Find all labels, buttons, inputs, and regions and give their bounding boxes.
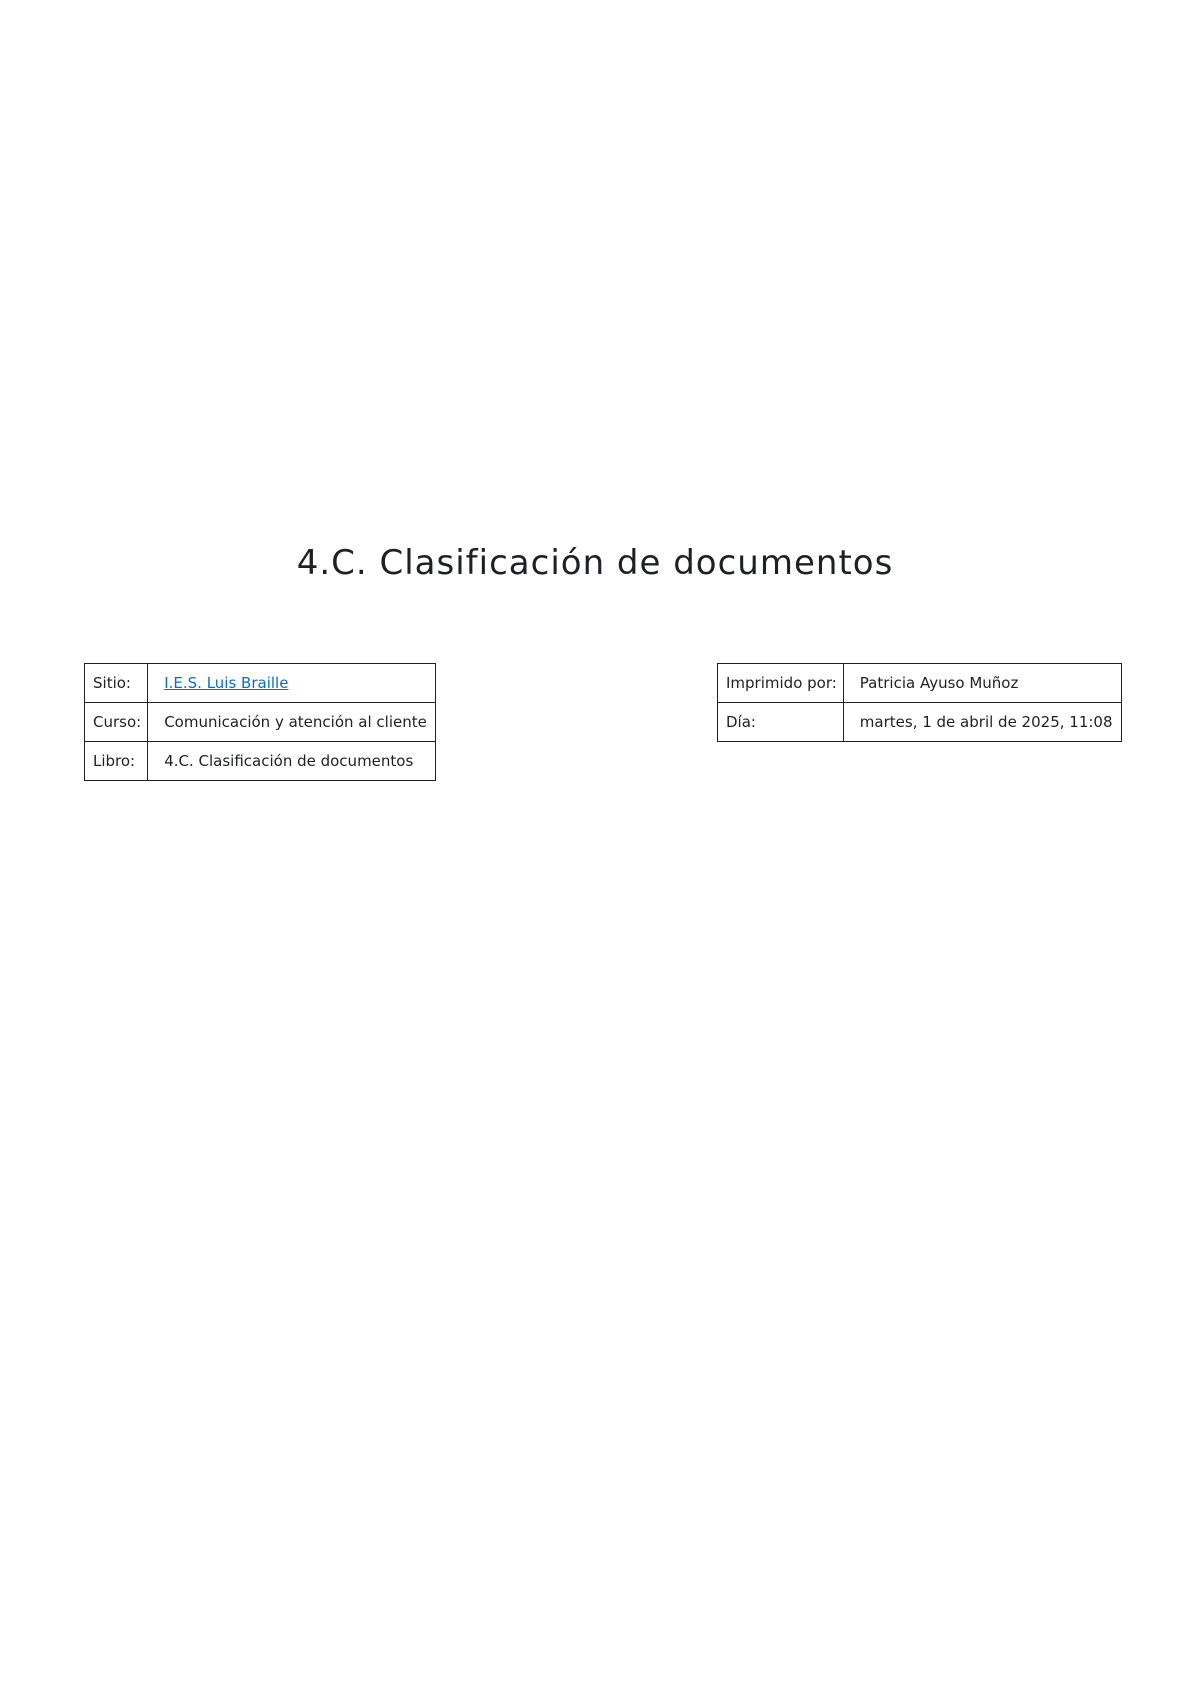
site-label: Sitio: bbox=[85, 664, 148, 703]
book-value: 4.C. Clasificación de documentos bbox=[148, 742, 436, 781]
book-label: Libro: bbox=[85, 742, 148, 781]
course-value: Comunicación y atención al cliente bbox=[148, 703, 436, 742]
table-row bbox=[85, 742, 436, 781]
printed-by-value: Patricia Ayuso Muñoz bbox=[843, 664, 1121, 703]
printed-by-label: Imprimido por: bbox=[718, 664, 844, 703]
book-info-table bbox=[84, 663, 436, 781]
table-row bbox=[85, 664, 436, 703]
course-label: Curso: bbox=[85, 703, 148, 742]
table-row bbox=[85, 703, 436, 742]
date-label: Día: bbox=[718, 703, 844, 742]
table-row bbox=[718, 703, 1122, 742]
table-row bbox=[718, 664, 1122, 703]
print-info-table bbox=[717, 663, 1122, 742]
site-value bbox=[148, 664, 436, 703]
site-link[interactable]: I.E.S. Luis Braille bbox=[164, 674, 289, 692]
date-value: martes, 1 de abril de 2025, 11:08 bbox=[843, 703, 1121, 742]
page-title: 4.C. Clasificación de documentos bbox=[296, 543, 894, 583]
